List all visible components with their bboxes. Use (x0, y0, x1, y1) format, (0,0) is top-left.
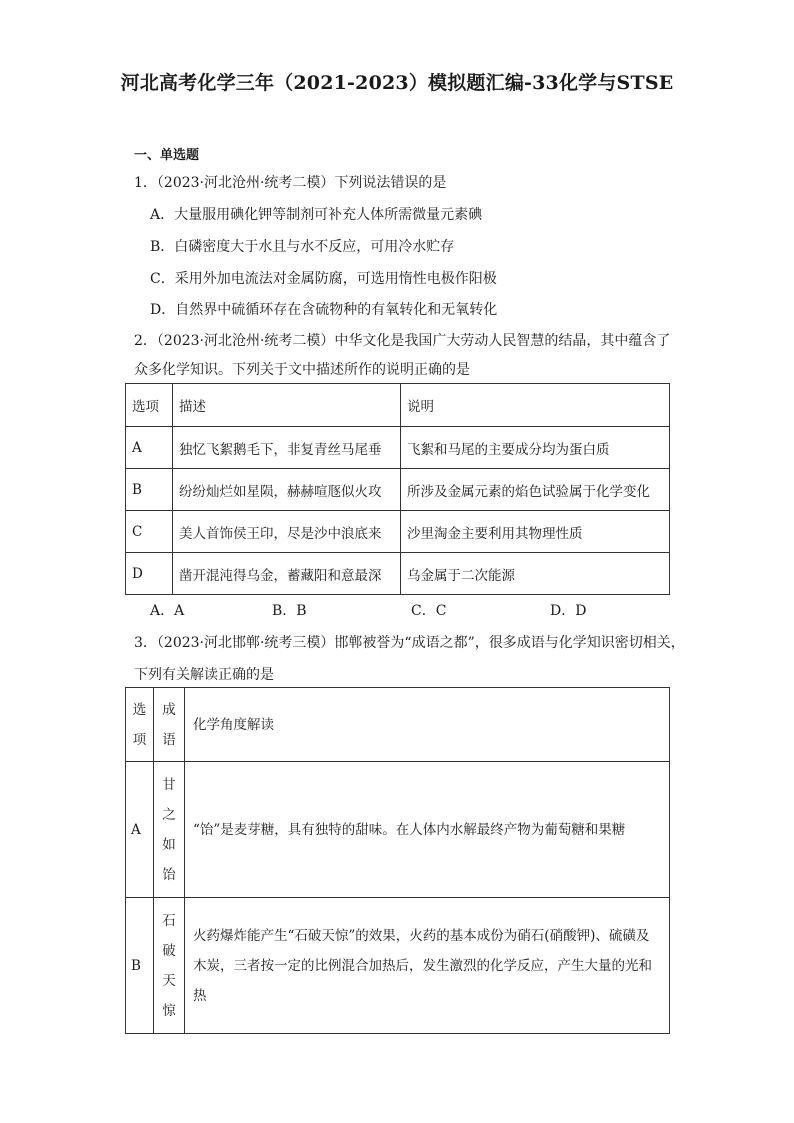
table-header: 选 项 (126, 688, 154, 762)
q1-option-c: C．采用外加电流法对金属防腐，可选用惰性电极作阳极 (150, 271, 497, 287)
table-cell: 所涉及金属元素的焰色试验属于化学变化 (401, 469, 670, 511)
table-row (126, 898, 670, 1034)
q2-choice-a: A．A (150, 603, 185, 619)
table-header-row (126, 688, 670, 762)
q2-choice-c: C．C (411, 603, 447, 619)
q1-stem: 1．（2023·河北沧州·统考二模）下列说法错误的是 (134, 175, 447, 191)
table-cell: 纷纷灿烂如星陨，赫赫喧豗似火攻 (173, 469, 401, 511)
table-cell (185, 898, 670, 1034)
table-header: 说明 (401, 384, 670, 427)
table-cell: D (126, 553, 173, 595)
table-header: 选项 (126, 384, 173, 427)
q3-stem-line2: 下列有关解读正确的是 (134, 667, 274, 683)
table-header: 化学角度解读 (185, 688, 670, 762)
q3-stem-line1: 3．（2023·河北邯郸·统考三模）邯郸被誉为“成语之都”，很多成语与化学知识密切相关， (134, 635, 685, 651)
table-header-row (126, 384, 670, 427)
table-cell: A (126, 427, 173, 469)
q2-choice-b: B．B (272, 603, 307, 619)
q1-option-d: D．自然界中硫循环存在含硫物种的有氧转化和无氧转化 (150, 302, 498, 318)
q2-stem-line2: 众多化学知识。下列关于文中描述所作的说明正确的是 (134, 362, 470, 378)
q1-option-a: A．大量服用碘化钾等制剂可补充人体所需微量元素碘 (150, 207, 483, 223)
table-cell: 独忆飞絮鹅毛下，非复青丝马尾垂 (173, 427, 401, 469)
table-cell: 石 破 天 惊 (154, 898, 185, 1034)
table-cell: 甘 之 如 饴 (154, 762, 185, 898)
q2-stem-line1: 2．（2023·河北沧州·统考二模）中华文化是我国广大劳动人民智慧的结晶，其中蕴含了 (134, 333, 671, 349)
table-cell: “饴”是麦芽糖，具有独特的甜味。在人体内水解最终产物为葡萄糖和果糖 (185, 762, 670, 898)
table-cell: B (126, 469, 173, 511)
table-row (126, 469, 670, 511)
q3-table (125, 687, 670, 1034)
section-heading: 一、单选题 (134, 148, 200, 163)
q2-choice-d: D．D (550, 603, 587, 619)
table-header: 成 语 (154, 688, 185, 762)
page-title: 河北高考化学三年（2021-2023）模拟题汇编-33化学与STSE (120, 72, 674, 94)
table-cell: 凿开混沌得乌金，蓄藏阳和意最深 (173, 553, 401, 595)
table-cell: B (126, 898, 154, 1034)
table-row (126, 427, 670, 469)
table-cell: C (126, 511, 173, 553)
table-cell: 乌金属于二次能源 (401, 553, 670, 595)
desc-line: 热 (193, 987, 207, 1004)
table-cell: A (126, 762, 154, 898)
desc-line: 木炭，三者按一定的比例混合加热后，发生激烈的化学反应，产生大量的光和 (193, 957, 652, 974)
q2-table (125, 383, 670, 595)
table-cell: 沙里淘金主要利用其物理性质 (401, 511, 670, 553)
table-header: 描述 (173, 384, 401, 427)
table-row (126, 762, 670, 898)
q1-option-b: B．白磷密度大于水且与水不反应，可用冷水贮存 (150, 239, 455, 255)
table-row (126, 511, 670, 553)
desc-line: 火药爆炸能产生“石破天惊”的效果，火药的基本成份为硝石(硝酸钾)、硫磺及 (193, 927, 650, 944)
table-cell: 飞絮和马尾的主要成分均为蛋白质 (401, 427, 670, 469)
table-cell: 美人首饰侯王印，尽是沙中浪底来 (173, 511, 401, 553)
table-row (126, 553, 670, 595)
